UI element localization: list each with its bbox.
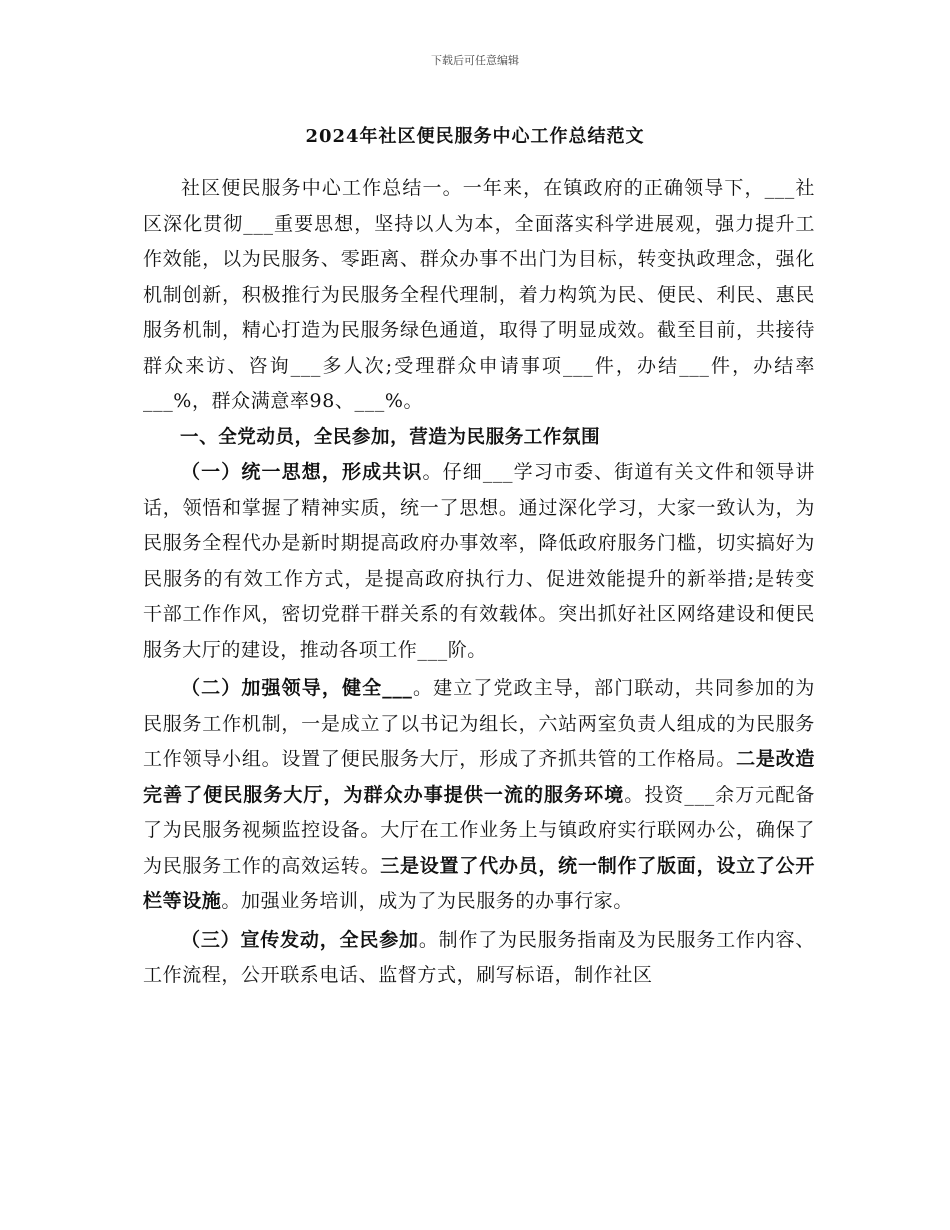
subsection-2-paragraph (143, 671, 815, 920)
page-header-note: 下载后可任意编辑 (431, 54, 519, 67)
subsection-3-text: 。制作了为民服务指南及为民服务工作内容、工作流程，公开联系电话、监督方式，刷写标语，制作社区 (143, 928, 815, 986)
subsection-2-heading: （二）加强领导，健全___ (181, 677, 413, 699)
subsection-2-text-c: 。加强业务培训，成为了为民服务的办事行家。 (221, 890, 634, 912)
intro-text: 社区便民服务中心工作总结一。一年来，在镇政府的正确领导下，___社区深化贯彻___重要思想，坚持以人为本，全面落实科学进展观，强力提升工作效能，以为民服务、零距离、群众办事不出门为目标，转变执政理念，强化机制创新，积极推行为民服务全程代理制，着力构筑为民、便民、利民、惠民服务机制，精心打造为民服务绿色通道，取得了明显成效。截至目前，共接待群众来访、咨询___多人次;受理群众申请事项___件，办结___件，办结率___%，群众满意率98、___%。 (143, 177, 815, 412)
subsection-2-text-a: 。建立了党政主导，部门联动，共同参加的为民服务工作机制，一是成立了以书记为组长，六站两室负责人组成的为民服务工作领导小组。设置了便民服务大厅，形成了齐抓共管的工作格局。 (143, 677, 815, 770)
subsection-1-text: 。仔细___学习市委、街道有关文件和领导讲话，领悟和掌握了精神实质，统一了思想。通过深化学习，大家一致认为，为民服务全程代办是新时期提高政府办事效率，降低政府服务门槛，切实搞好为民服务的有效工作方式，是提高政府执行力、促进效能提升的新举措;是转变干部工作作风，密切党群干群关系的有效载体。突出抓好社区网络建设和便民服务大厅的建设，推动各项工作___阶。 (143, 461, 815, 661)
subsection-1-paragraph (143, 455, 815, 668)
document-title: 2024年社区便民服务中心工作总结范文 (305, 126, 645, 147)
intro-paragraph (143, 171, 815, 420)
subsection-3-heading: （三）宣传发动，全民参加 (181, 928, 419, 951)
subsection-3-paragraph (143, 923, 815, 994)
section-heading-1: 一、全党动员，全民参加，营造为民服务工作氛围 (180, 426, 601, 448)
document-body (143, 171, 815, 994)
subsection-2-text-b: 。投资___余万元配备了为民服务视频监控设备。大厅在工作业务上与镇政府实行联网办公，确保了为民服务工作的高效运转。 (143, 783, 815, 877)
subsection-2-bold-point-3: 三是设置了代办员，统一制作了版面，设立了公开栏等设施 (143, 854, 816, 912)
subsection-2-bold-point-2: 二是改造完善了便民服务大厅，为群众办事提供一流的服务环境 (143, 748, 815, 806)
subsection-1-heading: （一）统一思想，形成共识 (181, 461, 423, 483)
